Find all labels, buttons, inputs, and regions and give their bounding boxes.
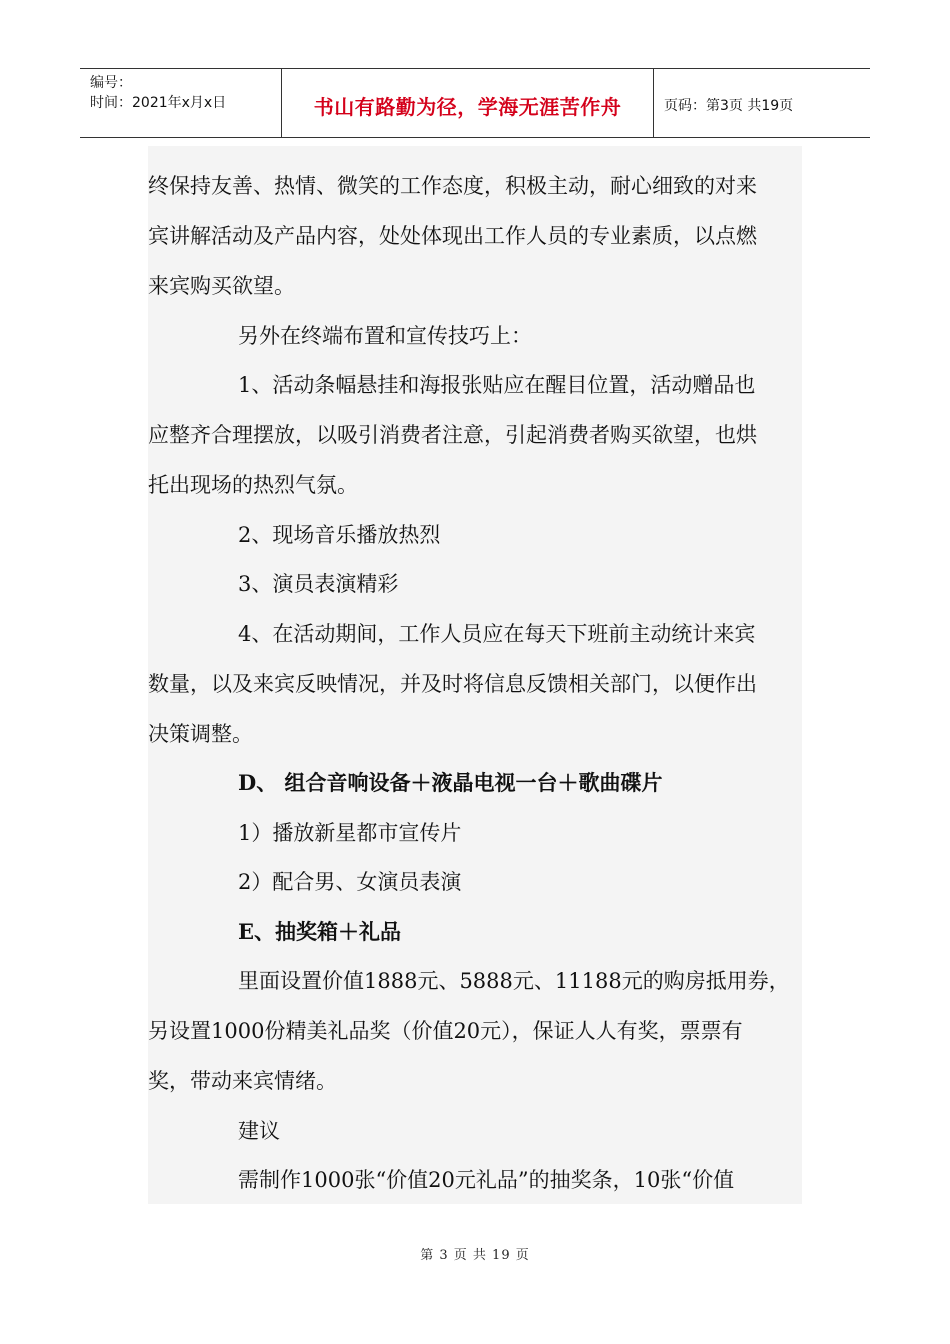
text-line: 1、活动条幅悬挂和海报张贴应在醒目位置，活动赠品也 [238, 373, 756, 397]
paragraph-lottery [148, 956, 802, 1106]
number-label: 编号： [90, 75, 132, 91]
document-body [148, 146, 802, 1204]
page-footer: 第 3 页 共 19 页 [420, 1248, 530, 1263]
text-line: 来宾购买欲望。 [148, 274, 295, 298]
text-line: 里面设置价值1888元、5888元、11188元的购房抵用券， [238, 969, 790, 993]
text-line: 奖，带动来宾情绪。 [148, 1069, 337, 1093]
text-line: 另设置1000份精美礼品奖（价值20元），保证人人有奖，票票有 [148, 1019, 743, 1043]
text-line: 终保持友善、热情、微笑的工作态度，积极主动，耐心细致的对来 [148, 174, 757, 198]
text-line: 4、在活动期间，工作人员应在每天下班前主动统计来宾 [238, 622, 756, 646]
text-line: 数量，以及来宾反映情况，并及时将信息反馈相关部门，以便作出 [148, 672, 757, 696]
paragraph-item-4 [148, 609, 802, 759]
paragraph-suggestion: 需制作1000张“价值20元礼品”的抽奖条，10张“价值 [238, 1168, 735, 1192]
header-meta [80, 69, 282, 137]
header-motto: 书山有路勤为径，学海无涯苦作舟 [313, 94, 622, 119]
paragraph-item-1 [148, 360, 802, 510]
list-item-d1: 1）播放新星都市宣传片 [238, 821, 462, 845]
page-header [80, 68, 870, 138]
paragraph-item-3: 3、演员表演精彩 [238, 572, 399, 596]
text-line: 决策调整。 [148, 722, 253, 746]
section-heading-e: E、抽奖箱＋礼品 [238, 919, 402, 944]
time-label: 时间：2021年x月x日 [90, 95, 227, 111]
paragraph-suggestion-label: 建议 [238, 1119, 280, 1143]
header-motto-cell [282, 69, 654, 137]
text-line: 宾讲解活动及产品内容，处处体现出工作人员的专业素质，以点燃 [148, 224, 757, 248]
section-heading-d: D、 组合音响设备＋液晶电视一台＋歌曲碟片 [238, 770, 663, 795]
paragraph-terminal-intro: 另外在终端布置和宣传技巧上： [238, 324, 532, 348]
text-line: 应整齐合理摆放，以吸引消费者注意，引起消费者购买欲望，也烘 [148, 423, 757, 447]
paragraph-attitude [148, 161, 802, 311]
paragraph-item-2: 2、现场音乐播放热烈 [238, 523, 441, 547]
header-page-info: 页码：第3页 共19页 [664, 98, 794, 114]
list-item-d2: 2）配合男、女演员表演 [238, 870, 462, 894]
text-line: 托出现场的热烈气氛。 [148, 473, 358, 497]
